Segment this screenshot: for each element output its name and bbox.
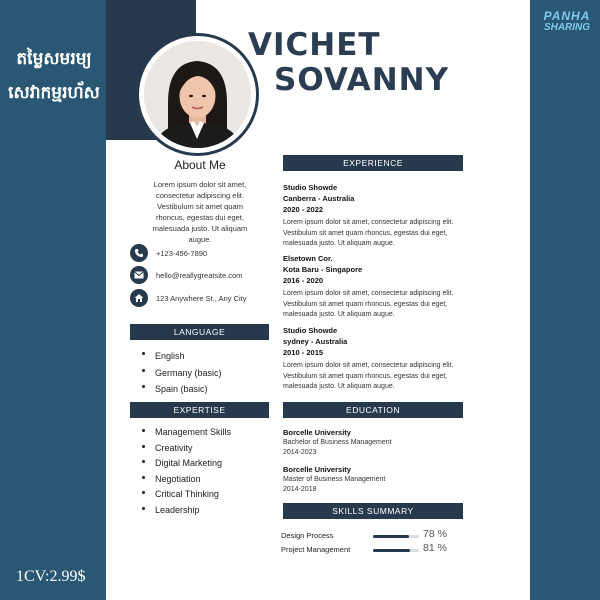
education-period: 2014-2023	[283, 449, 317, 456]
experience-company: Elsetown Cor.	[283, 254, 333, 263]
skills-header: SKILLS SUMMARY	[283, 503, 463, 519]
education-school: Borcelle University	[283, 465, 351, 474]
description-line: malesuada justo. Ut aliquam augue.	[283, 383, 395, 390]
brand-logo-line: SHARING	[543, 22, 591, 33]
skill-track	[373, 535, 419, 538]
experience-period: 2020 - 2022	[283, 205, 324, 214]
list-item: Critical Thinking	[142, 487, 231, 503]
description-line: Vestibulum sit amet quam rhoncus, egestas dui eget,	[283, 229, 448, 237]
right-promo-band	[530, 0, 600, 600]
skill-percent: 78 %	[423, 528, 447, 540]
experience-description	[283, 289, 473, 321]
profile-photo	[144, 41, 251, 148]
address-text: 123 Anywhere St., Any City	[156, 293, 247, 303]
experience-company: Studio Showde	[283, 326, 338, 335]
about-line: Vestibulum sit amet quam	[157, 202, 243, 211]
experience-company: Studio Showde	[283, 183, 338, 192]
description-line: Lorem ipsum dolor sit amet, consectetur adipiscing elit.	[283, 219, 454, 226]
experience-location: Canberra - Australia	[283, 194, 355, 203]
experience-description	[283, 361, 473, 393]
about-line: augue.	[188, 235, 212, 244]
list-item: Management Skills	[142, 425, 231, 441]
about-line: consectetur adipiscing elit.	[156, 191, 244, 200]
first-name: VICHET	[248, 27, 381, 63]
experience-period: 2016 - 2020	[283, 276, 324, 285]
experience-location: sydney - Australia	[283, 337, 348, 346]
experience-location: Kota Baru - Singapore	[283, 265, 363, 274]
description-line: malesuada justo. Ut aliquam augue.	[283, 311, 395, 318]
education-degree: Master of Business Management	[283, 476, 386, 483]
about-text	[140, 179, 260, 245]
skill-percent: 81 %	[423, 542, 447, 554]
description-line: malesuada justo. Ut aliquam augue.	[283, 240, 395, 247]
expertise-list	[142, 425, 231, 518]
mail-icon	[130, 266, 148, 284]
about-line: Lorem ipsum dolor sit amet,	[153, 180, 247, 189]
promo-title-line: សេវាកម្មរហ័ស	[8, 83, 100, 103]
promo-price: 1CV:2.99$	[16, 568, 86, 585]
list-item: Creativity	[142, 441, 231, 457]
education-school: Borcelle University	[283, 428, 351, 437]
about-line: rhoncus, egestas dui eget,	[156, 213, 244, 222]
skill-fill	[373, 549, 410, 552]
contact-email	[130, 266, 242, 284]
skill-row	[281, 529, 471, 543]
skill-fill	[373, 535, 409, 538]
brand-logo	[536, 11, 598, 33]
description-line: Lorem ipsum dolor sit amet, consectetur adipiscing elit.	[283, 290, 454, 297]
resume-page	[106, 0, 530, 600]
profile-photo-frame	[136, 33, 259, 156]
skill-row	[281, 543, 471, 557]
education-header: EDUCATION	[283, 402, 463, 418]
list-item: Germany (basic)	[142, 365, 222, 382]
promo-title	[2, 42, 106, 110]
experience-entry	[283, 253, 473, 321]
home-icon	[130, 289, 148, 307]
list-item: Digital Marketing	[142, 456, 231, 472]
about-line: malesuada justo. Ut aliquam	[152, 224, 248, 233]
skill-name: Project Management	[281, 545, 351, 554]
experience-period: 2010 - 2015	[283, 348, 324, 357]
last-name: SOVANNY	[274, 62, 450, 98]
phone-icon	[130, 244, 148, 262]
brand-logo-line: PANHA	[543, 9, 591, 23]
experience-description	[283, 218, 473, 250]
education-period: 2014-2018	[283, 486, 317, 493]
email-text: hello@reallygreatsite.com	[156, 270, 243, 280]
contact-phone	[130, 244, 207, 262]
education-entry	[283, 428, 473, 458]
skill-track	[373, 549, 419, 552]
about-title: About Me	[174, 158, 226, 172]
list-item: English	[142, 348, 222, 365]
contact-address	[130, 289, 246, 307]
education-degree: Bachelor of Business Management	[283, 439, 392, 446]
experience-header: EXPERIENCE	[283, 155, 463, 171]
education-entry	[283, 465, 473, 495]
promo-title-line: តម្លៃសមរម្យ	[16, 49, 92, 69]
list-item: Leadership	[142, 503, 231, 519]
list-item: Negotiation	[142, 472, 231, 488]
experience-entry	[283, 182, 473, 250]
phone-text: +123-456-7890	[156, 248, 208, 258]
language-list	[142, 348, 222, 398]
skill-name: Design Process	[281, 531, 334, 540]
experience-entry	[283, 325, 473, 393]
expertise-header: EXPERTISE	[130, 402, 269, 418]
description-line: Lorem ipsum dolor sit amet, consectetur adipiscing elit.	[283, 362, 454, 369]
description-line: Vestibulum sit amet quam rhoncus, egestas dui eget,	[283, 300, 448, 308]
list-item: Spain (basic)	[142, 381, 222, 398]
language-header: LANGUAGE	[130, 324, 269, 340]
description-line: Vestibulum sit amet quam rhoncus, egestas dui eget,	[283, 372, 448, 380]
